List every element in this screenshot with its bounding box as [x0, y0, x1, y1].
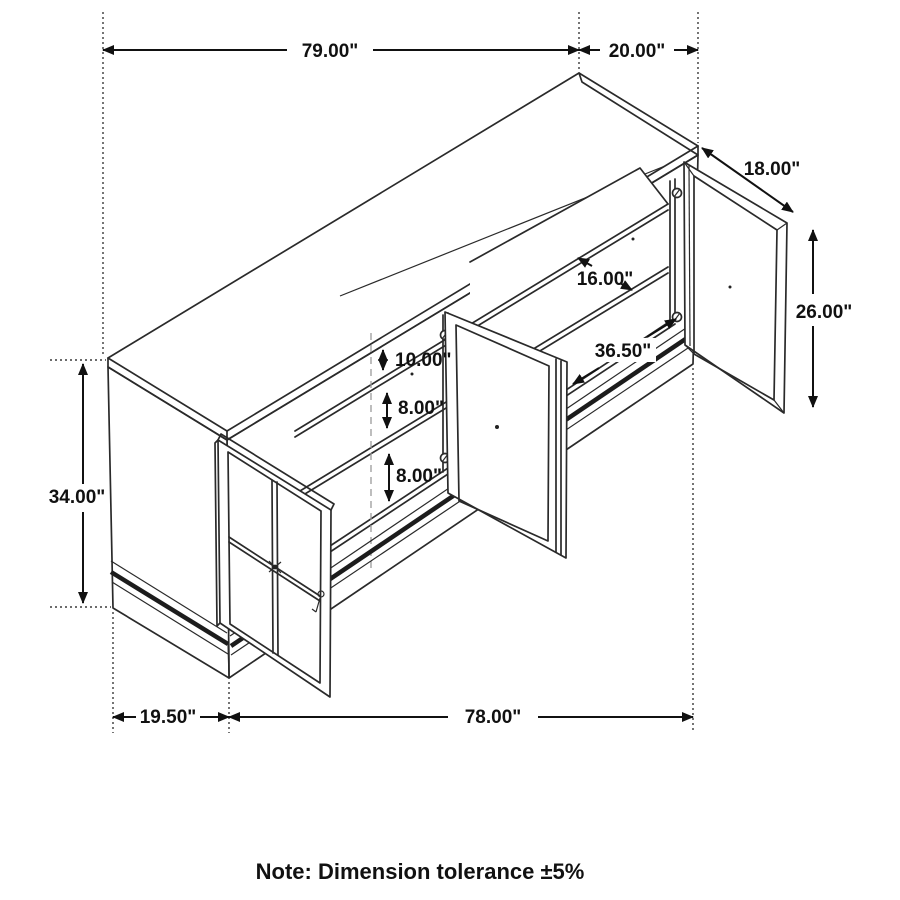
dimension-label-right-door-width: 18.00" — [743, 159, 801, 180]
dimension-side-height — [49, 364, 106, 603]
dimension-label-top-depth: 20.00" — [608, 41, 666, 62]
dimension-label-shelf-gap-top: 10.00" — [395, 350, 452, 371]
dimension-left-section-width — [113, 707, 229, 728]
dimension-label-shelf-depth: 16.00" — [576, 269, 634, 290]
right-door-panel — [684, 162, 787, 413]
shelf-pin-hole — [411, 373, 414, 376]
tolerance-note: Note: Dimension tolerance ±5% — [255, 859, 585, 884]
dimension-label-shelf-gap-middle: 8.00" — [398, 398, 444, 419]
cabinet-body — [108, 73, 698, 678]
shelf-pin-hole — [632, 238, 635, 241]
dimension-label-top-length: 79.00" — [301, 41, 359, 62]
dimension-label-interior-width: 36.50" — [594, 341, 652, 362]
dimension-top-length — [103, 41, 579, 62]
dimension-label-side-height: 34.00" — [48, 487, 106, 508]
dimension-label-bottom-length: 78.00" — [464, 707, 522, 728]
center-door-knob — [495, 425, 499, 429]
dimension-bottom-length — [229, 707, 693, 728]
dimension-top-depth — [579, 41, 698, 62]
dimension-label-shelf-gap-bottom: 8.00" — [396, 466, 442, 487]
dimension-label-right-door-height: 26.00" — [795, 302, 853, 323]
dimension-label-left-section-width: 19.50" — [139, 707, 197, 728]
right-door — [684, 162, 787, 413]
dimension-right-door-height — [796, 230, 853, 407]
right-door-dot — [729, 286, 732, 289]
